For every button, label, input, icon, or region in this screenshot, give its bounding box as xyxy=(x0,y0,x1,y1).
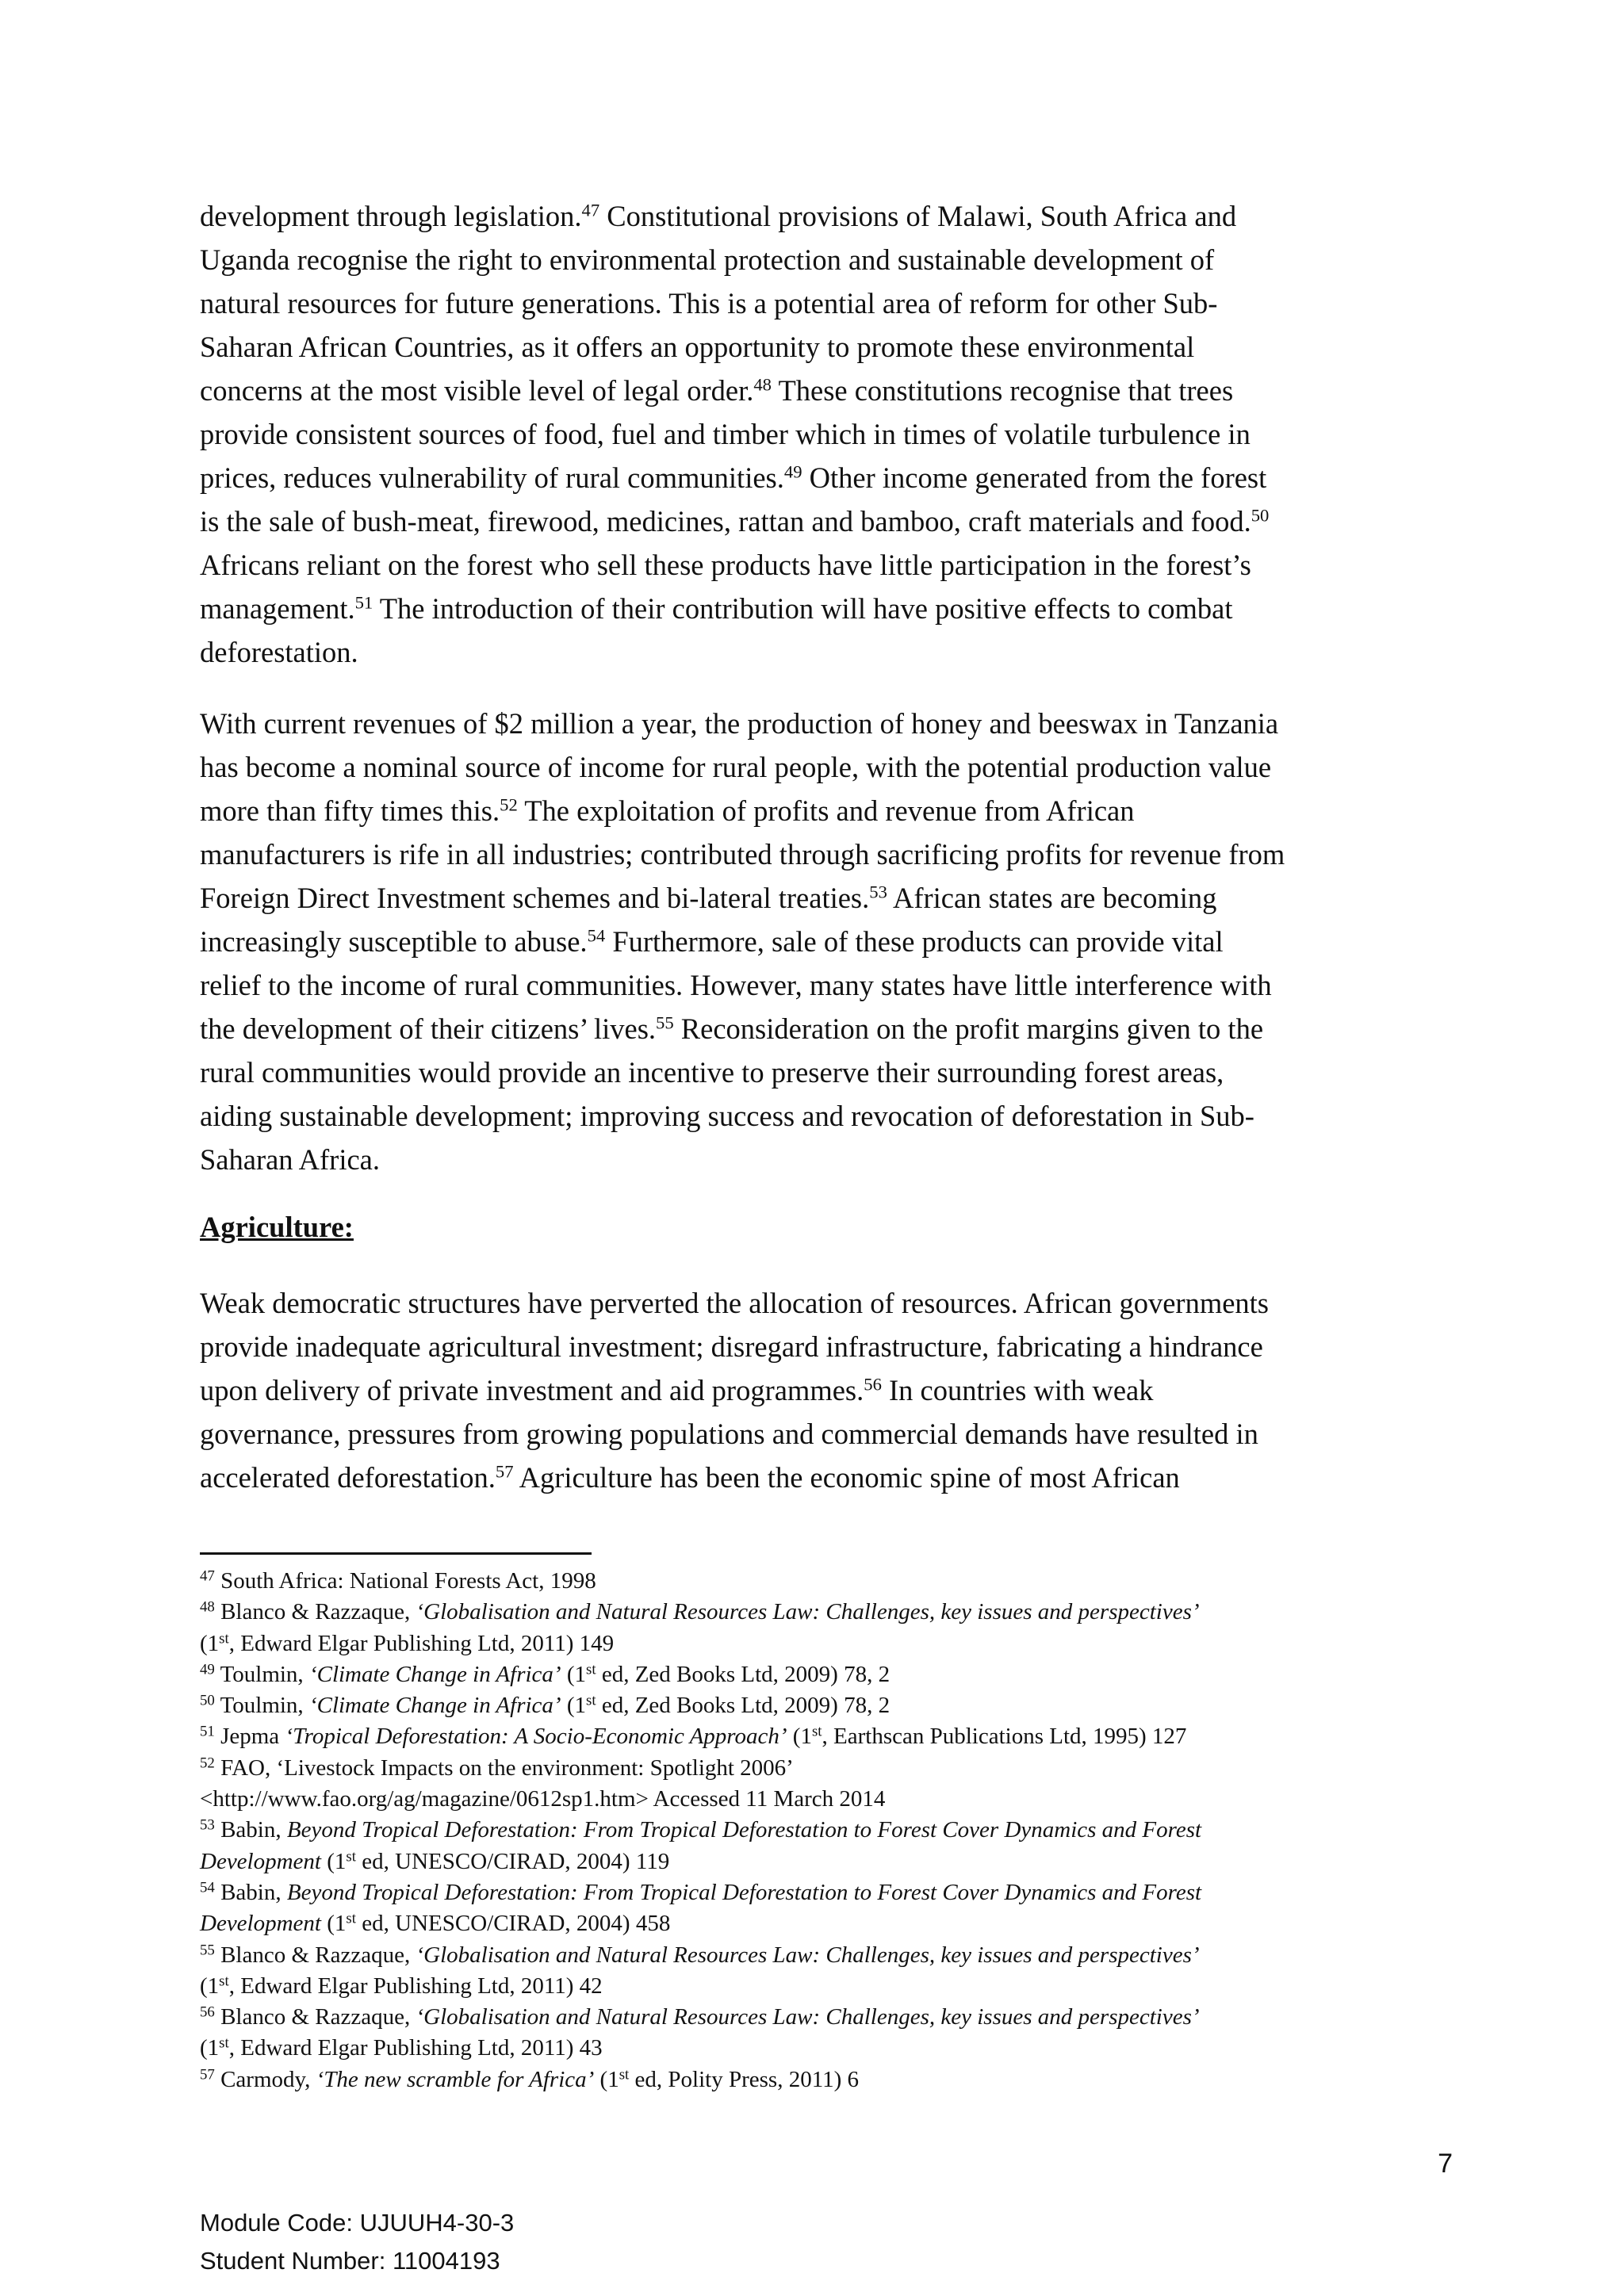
text-line: development through legislation.$^{47}$ Constitutional provisions of Malawi, South Africa and xyxy=(200,200,1237,232)
text-line: has become a nominal source of income for rural people, with the potential production value xyxy=(200,751,1272,783)
section-heading: Agriculture: xyxy=(200,1211,354,1243)
text-line: increasingly susceptible to abuse.$^{54}$ Furthermore, sale of these products can provide vital xyxy=(200,925,1224,958)
text-line: Saharan Africa. xyxy=(200,1143,381,1176)
footnote-52-link[interactable]: <http://www.fao.org/ag/magazine/0612sp1.htm> Accessed 11 March 2014 xyxy=(200,1786,886,1812)
footnote-ref[interactable]: 48 xyxy=(753,374,772,395)
text-line: is the sale of bush-meat, firewood, medicines, rattan and bamboo, craft materials and food.$^{50}$ xyxy=(200,505,1270,538)
footnote-48-cont: (1st, Edward Elgar Publishing Ltd, 2011) 149 xyxy=(200,1630,615,1656)
text-line: With current revenues of $2 million a year, the production of honey and beeswax in Tanzania xyxy=(200,707,1279,740)
footnote-55-cont: (1st, Edward Elgar Publishing Ltd, 2011) 42 xyxy=(200,1973,603,1999)
text-line: manufacturers is rife in all industries; contributed through sacrificing profits for revenue from xyxy=(200,838,1285,871)
text-line: Weak democratic structures have perverted the allocation of resources. African governments xyxy=(200,1287,1270,1319)
text-line: management.$^{51}$ The introduction of their contribution will have positive effects to combat xyxy=(200,592,1233,625)
footnote-47: $^{47}$ South Africa: National Forests Act, 1998 xyxy=(200,1567,596,1594)
text-line: governance, pressures from growing populations and commercial demands have resulted in xyxy=(200,1418,1258,1450)
footnote-ref[interactable]: 51 xyxy=(354,592,373,613)
text-line: provide consistent sources of food, fuel and timber which in times of volatile turbulence in xyxy=(200,418,1251,450)
footnote-ref[interactable]: 52 xyxy=(500,794,518,815)
footnote-ref[interactable]: 57 xyxy=(495,1461,514,1482)
footnote-54-cont: Development (1st ed, UNESCO/CIRAD, 2004) 458 xyxy=(200,1910,671,1937)
text-line: concerns at the most visible level of legal order.$^{48}$ These constitutions recognise that trees xyxy=(200,374,1234,407)
footnote-56-cont: (1st, Edward Elgar Publishing Ltd, 2011) 43 xyxy=(200,2035,603,2061)
footnote-53-cont: Development (1st ed, UNESCO/CIRAD, 2004) 119 xyxy=(200,1848,670,1874)
text-line: Saharan African Countries, as it offers an opportunity to promote these environmental xyxy=(200,331,1195,363)
module-code: Module Code: UJUUH4-30-3 xyxy=(200,2209,515,2237)
paragraph-2 xyxy=(200,702,1437,1181)
footnote-49: $^{49}$ Toulmin, ‘Climate Change in Africa’ (1st ed, Zed Books Ltd, 2009) 78, 2 xyxy=(200,1661,891,1687)
text-line: Uganda recognise the right to environmental protection and sustainable development of xyxy=(200,243,1215,276)
text-line: the development of their citizens’ lives.$^{55}$ Reconsideration on the profit margins given to the xyxy=(200,1012,1264,1045)
footnote-separator xyxy=(200,1552,592,1555)
text-line: deforestation. xyxy=(200,636,358,668)
text-line: accelerated deforestation.$^{57}$ Agriculture has been the economic spine of most African xyxy=(200,1461,1180,1494)
text-line: rural communities would provide an incentive to preserve their surrounding forest areas, xyxy=(200,1056,1224,1089)
text-line: provide inadequate agricultural investment; disregard infrastructure, fabricating a hindrance xyxy=(200,1330,1263,1363)
footnote-52: $^{52}$ FAO, ‘Livestock Impacts on the environment: Spotlight 2006’ xyxy=(200,1755,794,1781)
footnotes xyxy=(200,1566,1469,2095)
footnote-ref[interactable]: 54 xyxy=(587,925,606,946)
paragraph-3 xyxy=(200,1281,1437,1499)
footnote-50: $^{50}$ Toulmin, ‘Climate Change in Africa’ (1st ed, Zed Books Ltd, 2009) 78, 2 xyxy=(200,1692,891,1719)
footnote-55: $^{55}$ Blanco & Razzaque, ‘Globalisation and Natural Resources Law: Challenges, key issues and perspectives’ xyxy=(200,1942,1200,1968)
page-number: 7 xyxy=(1438,2149,1453,2179)
footnote-ref[interactable]: 50 xyxy=(1251,505,1270,526)
text-line: Africans reliant on the forest who sell these products have little participation in the forest’s xyxy=(200,549,1251,581)
footnote-53: $^{53}$ Babin, Beyond Tropical Deforestation: From Tropical Deforestation to Forest Cover Dynamics and Forest xyxy=(200,1816,1202,1843)
footnote-56: $^{56}$ Blanco & Razzaque, ‘Globalisation and Natural Resources Law: Challenges, key issues and perspectives’ xyxy=(200,2003,1200,2030)
footnote-51: $^{51}$ Jepma ‘Tropical Deforestation: A Socio-Economic Approach’ (1st, Earthscan Publications Ltd, 1995) 127 xyxy=(200,1724,1187,1750)
footnote-ref[interactable]: 47 xyxy=(581,200,600,220)
footnote-ref[interactable]: 49 xyxy=(783,461,802,482)
text-line: more than fifty times this.$^{52}$ The exploitation of profits and revenue from African xyxy=(200,794,1135,827)
footnote-48: $^{48}$ Blanco & Razzaque, ‘Globalisation and Natural Resources Law: Challenges, key issues and perspectives’ xyxy=(200,1598,1200,1625)
page-footer xyxy=(200,2204,514,2280)
text-line: prices, reduces vulnerability of rural communities.$^{49}$ Other income generated from the forest xyxy=(200,461,1267,494)
paragraph-1 xyxy=(200,194,1437,674)
text-line: upon delivery of private investment and aid programmes.$^{56}$ In countries with weak xyxy=(200,1374,1154,1406)
text-line: relief to the income of rural communities. However, many states have little interference with xyxy=(200,969,1272,1001)
text-line: aiding sustainable development; improving success and revocation of deforestation in Sub- xyxy=(200,1100,1254,1132)
footnote-ref[interactable]: 56 xyxy=(864,1374,882,1395)
footnote-ref[interactable]: 55 xyxy=(656,1012,674,1033)
footnote-54: $^{54}$ Babin, Beyond Tropical Deforestation: From Tropical Deforestation to Forest Cover Dynamics and Forest xyxy=(200,1879,1202,1905)
student-number: Student Number: 11004193 xyxy=(200,2247,500,2275)
footnote-ref[interactable]: 53 xyxy=(869,882,887,902)
footnote-57: $^{57}$ Carmody, ‘The new scramble for Africa’ (1st ed, Polity Press, 2011) 6 xyxy=(200,2066,860,2092)
text-line: natural resources for future generations. This is a potential area of reform for other Sub- xyxy=(200,287,1218,320)
text-line: Foreign Direct Investment schemes and bi-lateral treaties.$^{53}$ African states are becoming xyxy=(200,882,1217,914)
